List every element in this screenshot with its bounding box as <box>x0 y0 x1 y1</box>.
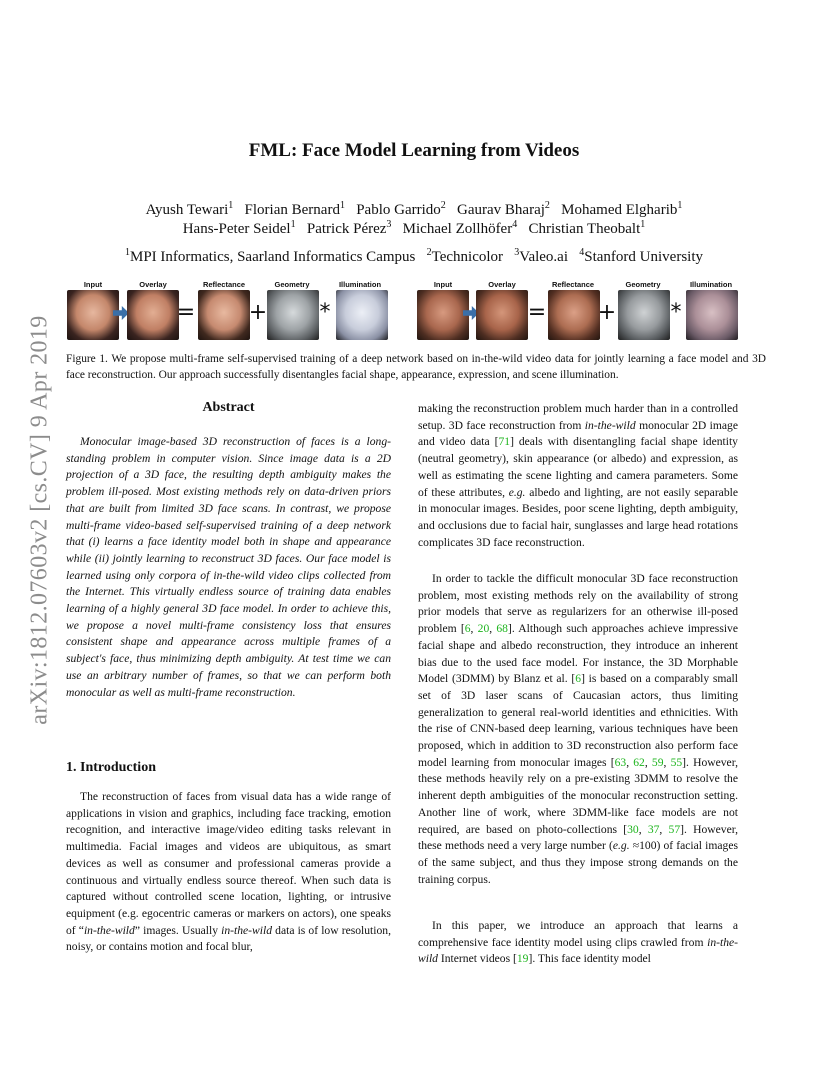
author: Christian Theobalt$^1$ <box>528 219 646 237</box>
section-heading: 1. Introduction <box>66 760 156 775</box>
citation-link[interactable]: 19 <box>516 952 529 966</box>
author: Pablo Garrido$^2$ <box>356 200 446 218</box>
plus-symbol: + <box>248 300 268 325</box>
face-reflectance-image <box>198 290 250 340</box>
face-overlay-image <box>476 290 528 340</box>
author: Michael Zollhöfer$^4$ <box>402 219 518 237</box>
citation-link[interactable]: 63 <box>614 755 627 769</box>
figure-label: Reflectance <box>551 280 595 289</box>
multiply-symbol: * <box>670 300 682 325</box>
equals-symbol: = <box>527 300 547 325</box>
plus-symbol: + <box>597 300 617 325</box>
face-geometry-image <box>267 290 319 340</box>
face-input-image <box>417 290 469 340</box>
figure-label: Reflectance <box>202 280 246 289</box>
multiply-symbol: * <box>319 300 331 325</box>
figure-label: Overlay <box>488 280 516 289</box>
arxiv-sidebar <box>20 290 60 750</box>
figure-label: Input <box>83 280 103 289</box>
face-input-image <box>67 290 119 340</box>
body-paragraph: making the reconstruction problem much harder than in a controlled setup. 3D face reconstruction from in-the-wild monocular 2D image and video data [71] deals with disentangling facial shape identity (neutral geometry), skin appearance (or albedo) and expression, as well as estimating the scene lighting and camera parameters. Some of these attributes, e.g. albedo and lighting, are not easily separable in monocular images. Besides, poor scene lighting, depth ambiguity, and occlusions due to facial hair, sunglasses and large head rotations complicates 3D face reconstruction. <box>418 402 738 549</box>
body-paragraph: In this paper, we introduce an approach that learns a comprehensive face identity model using clips crawled from in-the-wild Internet videos [19]. This face identity model <box>418 919 738 966</box>
author: Hans-Peter Seidel$^1$ <box>182 219 296 237</box>
arxiv-id: arXiv:1812.07603v2 [cs.CV] 9 Apr 2019 <box>26 315 53 725</box>
author: Florian Bernard$^1$ <box>244 200 345 218</box>
citation-link[interactable]: 57 <box>668 822 681 836</box>
citation-link[interactable]: 20 <box>477 622 490 636</box>
author: Patrick Pérez$^3$ <box>306 219 392 237</box>
author: Gaurav Bharaj$^2$ <box>457 200 550 218</box>
figure-label: Overlay <box>139 280 167 289</box>
figure-label: Illumination <box>689 280 733 289</box>
face-overlay-image <box>127 290 179 340</box>
intro-paragraph: The reconstruction of faces from visual data has a wide range of applications in vision and graphics, including face tracking, emotion recognition, and interactive image/video editing tasks relevant in multimedia. Facial images and videos are ubiquitous, as smart devices as well as consumer and professional cameras provide a continuous and virtually endless source thereof. When such data is captured without controlled scene location, lighting, or intrusive equipment (e.g. egocentric cameras or markers on actors), one speaks of “in-the-wild” images. Usually in-the-wild data is of low resolution, noisy, or contains motion and focal blur, <box>66 790 391 954</box>
face-illumination-image <box>686 290 738 340</box>
face-illumination-image <box>336 290 388 340</box>
affiliations: $^1$MPI Informatics, Saarland Informatics Campus $^2$Technicolor $^3$Valeo.ai $^4$Stanford University <box>125 247 703 265</box>
citation-link[interactable]: 6 <box>575 672 582 686</box>
figure-label: Input <box>433 280 453 289</box>
citation-link[interactable]: 68 <box>496 622 508 636</box>
author: Mohamed Elgharib$^1$ <box>561 200 683 218</box>
author: Ayush Tewari$^1$ <box>145 200 234 218</box>
figure-label: Illumination <box>338 280 382 289</box>
citation-link[interactable]: 71 <box>498 435 511 449</box>
citation-link[interactable]: 30 <box>627 822 639 836</box>
abstract-text: Monocular image-based 3D reconstruction of faces is a long-standing problem in computer vision. Since image data is a 2D projection of a 3D face, the resulting depth ambiguity makes the problem ill-posed. Most existing methods rely on data-driven priors that are built from limited 3D face scans. In contrast, we propose multi-frame video-based self-supervised training of a deep network that (i) learns a face identity model both in shape and appearance while (ii) jointly learning to reconstruct 3D faces. Our face model is learned using only corpora of in-the-wild video clips collected from the Internet. This virtually endless source of training data enables learning of a highly general 3D face model. In order to achieve this, we propose a novel multi-frame consistency loss that ensures consistent shape and appearance across multiple frames of a subject's face, thus minimizing depth ambiguity. At test time we can use an arbitrary number of frames, so that we can perform both monocular as well as multi-frame reconstruction. <box>66 435 391 699</box>
face-reflectance-image <box>548 290 600 340</box>
equals-symbol: = <box>176 300 196 325</box>
figure-label: Geometry <box>625 280 661 289</box>
citation-link[interactable]: 6 <box>464 622 471 636</box>
abstract-heading: Abstract <box>202 400 255 415</box>
citation-link[interactable]: 59 <box>651 755 664 769</box>
paper-title: FML: Face Model Learning from Videos <box>248 140 580 161</box>
figure-caption: Figure 1. We propose multi-frame self-supervised training of a deep network based on in-the-wild video data for jointly learning a face model and 3D face reconstruction. Our approach successfully disentangles facial shape, appearance, expression, and scene illumination. <box>66 353 766 381</box>
body-paragraph: In order to tackle the difficult monocular 3D face reconstruction problem, most existing methods rely on the availability of strong prior models that serve as regularizers for an otherwise ill-posed problem [6, 20, 68]. Although such approaches achieve impressive facial shape and albedo reconstruction, they introduce an inherent bias due to the used face model. For instance, the 3D Morphable Model (3DMM) by Blanz et al. [6] is based on a comparably small set of 3D laser scans of Caucasian actors, thus limiting generalization to general real-world identities and ethnicities. With the rise of CNN-based deep learning, various techniques have been proposed, which in addition to 3D reconstruction also perform face model learning from monocular images [63, 62, 59, 55]. However, these methods heavily rely on a pre-existing 3DMM to resolve the inherent depth ambiguities of the monocular reconstruction setting. Another line of work, where 3DMM-like face models are not required, are based on photo-collections [30, 37, 57]. However, these methods need a very large number (e.g. ≈100) of facial images of the same subject, and thus they impose strong demands on the training corpus. <box>418 572 739 886</box>
author-line-2 <box>0 215 828 239</box>
citation-link[interactable]: 55 <box>670 755 683 769</box>
citation-link[interactable]: 62 <box>633 755 645 769</box>
citation-link[interactable]: 37 <box>647 822 660 836</box>
face-geometry-image <box>618 290 670 340</box>
figure-label: Geometry <box>274 280 310 289</box>
